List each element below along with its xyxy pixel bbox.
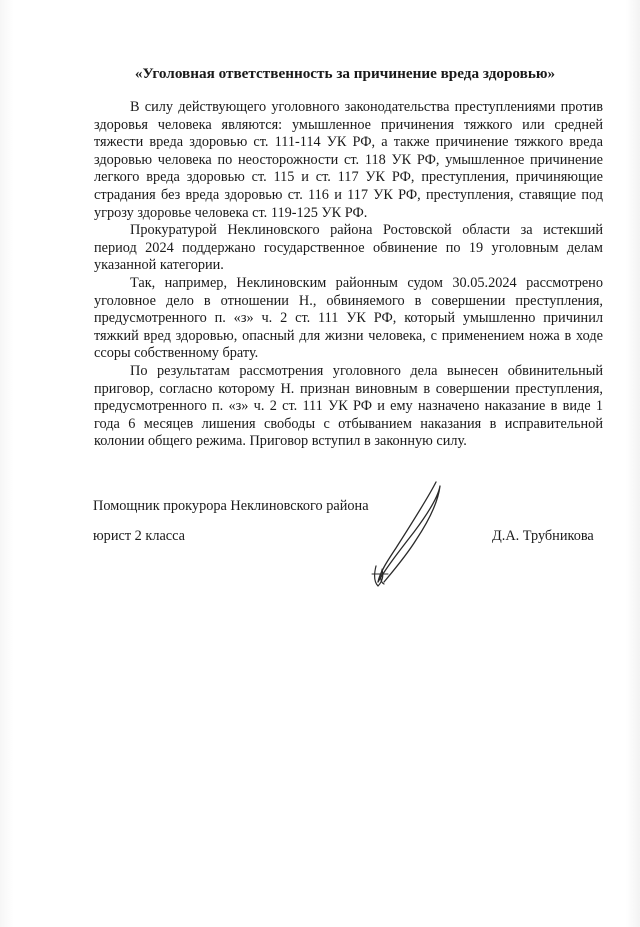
paragraph-4: По результатам рассмотрения уголовного дела вынесен обвинительный приговор, согласно которому Н. признан виновным в совершении преступления, предусмотренного п. «з» ч. 2 ст. 111 УК РФ и ему назначено наказание в виде 1 года 6 месяцев лишения свободы с отбыванием наказания в исправительной колонии общего режима. Приговор вступил в законную силу.	[94, 362, 603, 450]
handwritten-signature-icon	[366, 478, 450, 590]
signer-name: Д.А. Трубникова	[492, 528, 594, 544]
signer-position: Помощник прокурора Неклиновского района	[93, 498, 369, 514]
signer-rank: юрист 2 класса	[93, 528, 186, 544]
paragraph-2: Прокуратурой Неклиновского района Ростовской области за истекший период 2024 поддержано государственное обвинение по 19 уголовным делам указанной категории.	[94, 222, 603, 274]
paragraph-1: В силу действующего уголовного законодательства преступлениями против здоровья человека являются: умышленное причинения тяжкого или средней тяжести вреда здоровью ст. 111-114 УК РФ, а также причинение тяжкого вреда здоровью человека по неосторожности ст. 118 УК РФ, умышленное причинение легкого вреда здоровью ст. 115 и ст. 117 УК РФ, преступления, причиняющие страдания без вреда здоровью ст. 116 и 117 УК РФ, преступления, ставящие под угрозу здоровье человека ст. 119-125 УК РФ.	[94, 99, 603, 221]
paragraph-3: Так, например, Неклиновским районным судом 30.05.2024 рассмотрено уголовное дело в отношении Н., обвиняемого в совершении преступления, предусмотренного п. «з» ч. 2 ст. 111 УК РФ, который умышленно причинил тяжкий вред здоровью, опасный для жизни человека, с применением ножа в ходе ссоры собственному брату.	[94, 274, 603, 362]
document-body	[94, 99, 603, 451]
document-title: «Уголовная ответственность за причинение вреда здоровью»	[134, 65, 556, 82]
